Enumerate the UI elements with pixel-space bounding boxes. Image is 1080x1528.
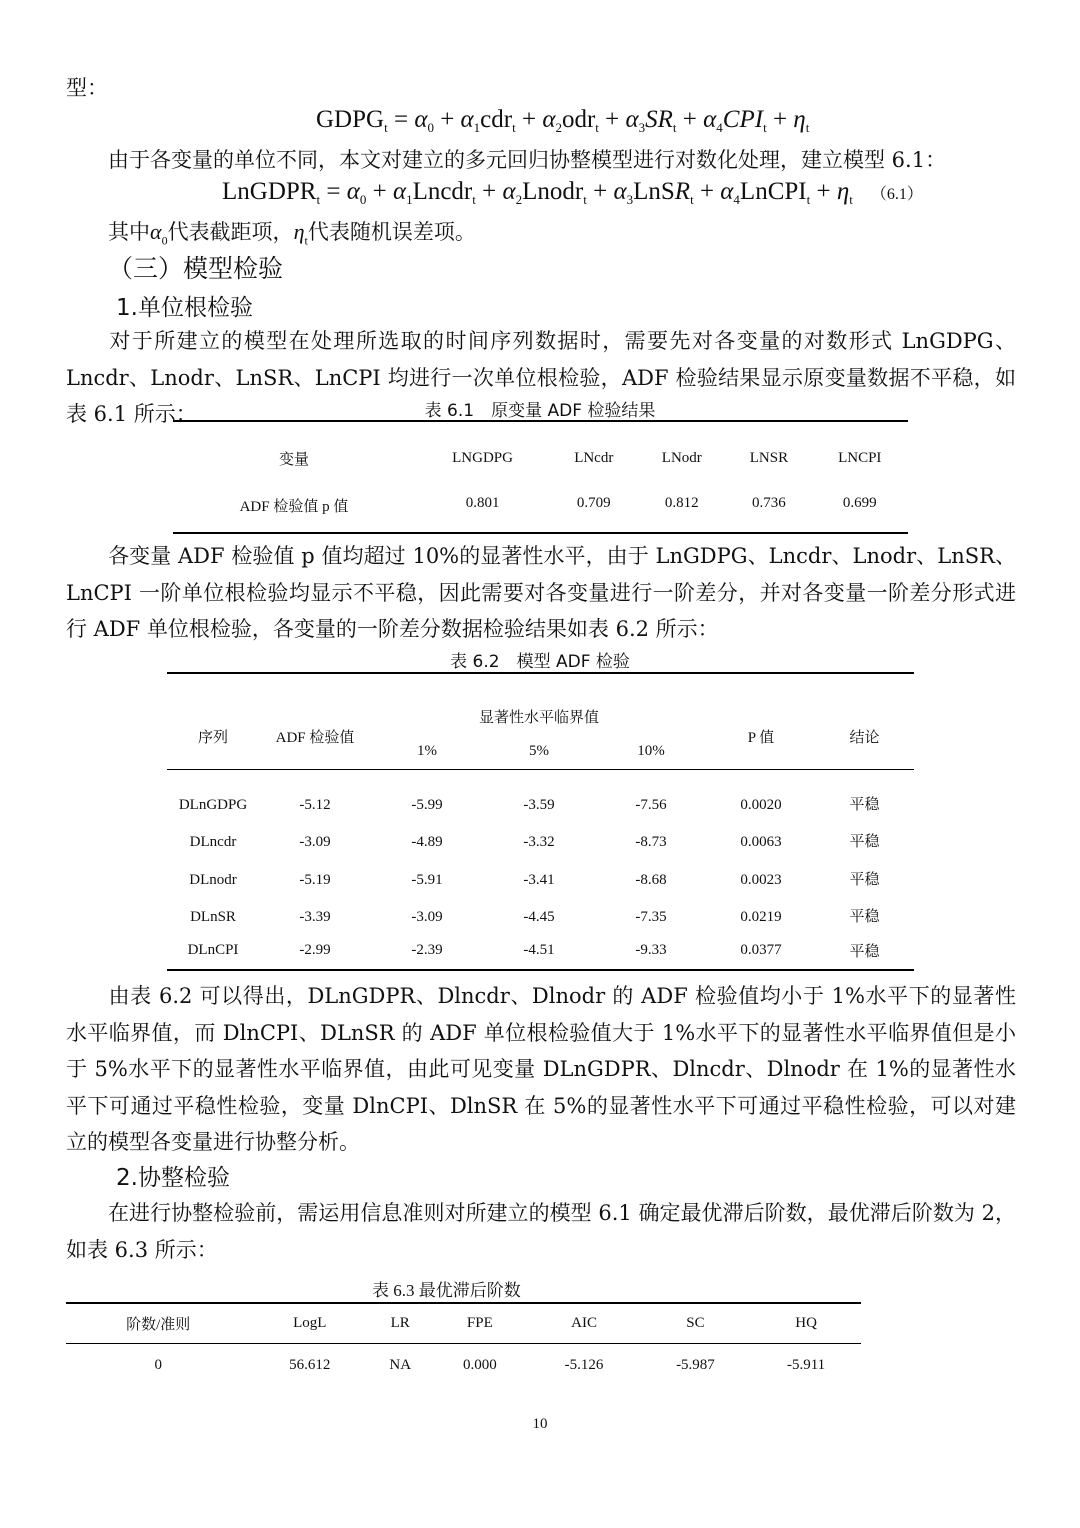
table-cell: -3.41 xyxy=(523,871,555,888)
subsection-heading-unit-root: 1.单位根检验 xyxy=(116,295,253,321)
table-cell: 0.0023 xyxy=(740,871,782,888)
table-6-2 xyxy=(167,672,914,971)
header-cell: LNodr xyxy=(661,450,702,466)
table-row xyxy=(167,770,914,814)
table-cell: DLnCPI xyxy=(187,942,239,958)
table-cell: -3.09 xyxy=(299,834,331,850)
table-cell: DLncdr xyxy=(189,834,237,850)
header-cell: LNSR xyxy=(749,450,789,466)
table-cell: -9.33 xyxy=(635,942,667,958)
header-cell: HQ xyxy=(795,1314,817,1331)
table-header-row xyxy=(167,673,914,733)
section-heading: （三）模型检验 xyxy=(108,254,284,283)
table-cell: -5.19 xyxy=(299,871,331,888)
log-transform-paragraph: 由于各变量的单位不同，本文对建立的多元回归协整模型进行对数化处理，建立模型 6.1： xyxy=(108,148,947,172)
table-cell: 0.0219 xyxy=(740,909,782,925)
table-cell: 56.612 xyxy=(289,1356,331,1373)
table-6-3-caption: 表 6.3 最优滞后阶数 xyxy=(372,1281,521,1300)
table-cell: 平稳 xyxy=(849,796,880,813)
table-cell: 0.736 xyxy=(752,495,786,511)
header-cell: 阶数/准则 xyxy=(126,1316,191,1333)
table-cell: -5.911 xyxy=(786,1356,826,1373)
header-cell: LNCPI xyxy=(838,450,882,466)
table-cell: DLnGDPG xyxy=(178,796,248,813)
equation-6-1: LnGDPR$_t$ = $\alpha_0$ + $\alpha_1Lncdr_t$ + $\alpha_2Lnodr_t$ + $\alpha_3LnSR_t$ + $\alpha_4LnCPI_t + \eta_t$ （6.1） xyxy=(222,178,923,207)
table-cell: -3.59 xyxy=(523,796,555,813)
paragraph-unit-root: 对于所建立的模型在处理所选取的时间序列数据时，需要先对各变量的对数形式 LnGDPG、Lncdr、Lnodr、LnSR、LnCPI 均进行一次单位根检验，ADF 检验结果显示原变量数据不平稳，如表 6.1 所示： xyxy=(66,329,1016,426)
table-cell: 0.801 xyxy=(465,495,500,511)
header-cell: SC xyxy=(686,1314,705,1331)
table-cell: DLnSR xyxy=(190,909,236,925)
table-cell: -3.39 xyxy=(299,909,331,925)
table-cell: ADF 检验值 p 值 xyxy=(239,499,349,515)
equation-1: $GDPG_t = \alpha_0 + \alpha_1cdr_t + \alpha_2odr_t + \alpha_3SR_t + \alpha_4CPI_t + \eta_t$ xyxy=(316,106,810,135)
header-cell: LNGDPG xyxy=(452,450,513,466)
table-cell: NA xyxy=(389,1356,412,1373)
table-6-1-caption: 表 6.1 原变量 ADF 检验结果 xyxy=(424,401,656,421)
table-cell: -2.99 xyxy=(299,942,331,958)
header-cell: LR xyxy=(390,1314,410,1331)
table-header-row xyxy=(66,1303,861,1343)
table-cell: -5.987 xyxy=(676,1356,715,1373)
table-cell: -4.51 xyxy=(523,942,555,958)
header-cell: 结论 xyxy=(849,730,880,746)
header-cell: LNcdr xyxy=(574,450,614,466)
table-header-row xyxy=(173,421,908,495)
lead-fragment: 型： xyxy=(66,76,108,100)
header-cell: 序列 xyxy=(197,730,228,746)
table-6-1 xyxy=(173,420,908,534)
table-cell: -5.12 xyxy=(299,796,331,813)
header-cell: P 值 xyxy=(747,730,775,746)
terms-paragraph: 其中$\alpha_0$代表截距项，$\eta_t$代表随机误差项。 xyxy=(108,219,476,248)
table-row xyxy=(66,1343,861,1387)
paragraph-first-difference: 各变量 ADF 检验值 p 值均超过 10%的显著性水平，由于 LnGDPG、Lncdr、Lnodr、LnSR、LnCPI 一阶单位根检验均显示不平稳，因此需要对各变量进行一阶差分，并对各变量一阶差分形式进行 ADF 单位根检验，各变量的一阶差分数据检验结果如表 6.2 所示： xyxy=(66,544,1016,641)
table-row xyxy=(173,495,908,533)
table-cell: 0.0063 xyxy=(740,834,782,850)
table-row xyxy=(167,889,914,927)
header-cell: 1% xyxy=(417,742,437,759)
paragraph-lag-order: 在进行协整检验前，需运用信息准则对所建立的模型 6.1 确定最优滞后阶数，最优滞后阶数为 2，如表 6.3 所示： xyxy=(66,1201,1016,1262)
table-cell: -8.73 xyxy=(635,834,667,850)
header-cell-critical-values: 显著性水平临界值 xyxy=(478,710,599,726)
table-cell: -8.68 xyxy=(635,871,667,888)
table-cell: 平稳 xyxy=(849,909,880,925)
header-cell: 5% xyxy=(529,742,549,759)
table-cell: 平稳 xyxy=(849,944,880,960)
table-cell: -2.39 xyxy=(411,942,443,958)
table-cell: 0.709 xyxy=(576,495,611,511)
table-cell: 0.0020 xyxy=(740,796,782,813)
table-row xyxy=(167,814,914,852)
table-cell: 0.000 xyxy=(462,1356,497,1373)
table-cell: 0.699 xyxy=(842,495,877,511)
table-cell: -5.99 xyxy=(411,796,443,813)
table-cell: -7.56 xyxy=(635,796,667,813)
header-cell: FPE xyxy=(466,1314,493,1331)
header-cell: 10% xyxy=(637,742,665,759)
table-cell: -4.45 xyxy=(523,909,555,925)
table-cell: 平稳 xyxy=(849,834,880,850)
equation-number: （6.1） xyxy=(870,186,923,203)
table-row xyxy=(167,926,914,970)
header-cell: 变量 xyxy=(278,452,309,468)
table-cell: -5.126 xyxy=(564,1356,604,1373)
table-cell: 平稳 xyxy=(849,871,880,888)
page-number: 10 xyxy=(532,1416,548,1432)
table-row xyxy=(167,851,914,889)
table-cell: 0.812 xyxy=(664,495,699,511)
table-cell: -4.89 xyxy=(411,834,443,850)
subsection-heading-cointegration: 2.协整检验 xyxy=(116,1165,230,1191)
table-cell: -3.32 xyxy=(523,834,555,850)
header-cell: AIC xyxy=(571,1314,597,1331)
table-cell: -3.09 xyxy=(411,909,443,925)
header-cell: ADF 检验值 xyxy=(275,730,355,746)
table-cell: 0 xyxy=(154,1356,162,1373)
header-cell: LogL xyxy=(293,1314,327,1331)
paragraph-stationarity-result: 由表 6.2 可以得出，DLnGDPR、Dlncdr、Dlnodr 的 ADF 检验值均小于 1%水平下的显著性水平临界值，而 DlnCPI、DLnSR 的 ADF 单位根检验值大于 1%水平下的显著性水平临界值但是小于 5%水平下的显著性水平临界值，由此可见变量 DLnGDPR、Dlncdr、Dlnodr 在 1%的显著性水平下可通过平稳性检验，变量 DlnCPI、DlnSR 在 5%的显著性水平下可通过平稳性检验，可以对建立的模型各变量进行协整分析。 xyxy=(66,984,1016,1154)
table-cell: -7.35 xyxy=(635,909,667,925)
table-cell: 0.0377 xyxy=(740,942,782,958)
table-6-3 xyxy=(66,1302,861,1387)
table-cell: DLnodr xyxy=(189,871,237,888)
table-6-2-caption: 表 6.2 模型 ADF 检验 xyxy=(450,652,630,672)
table-cell: -5.91 xyxy=(411,871,443,888)
